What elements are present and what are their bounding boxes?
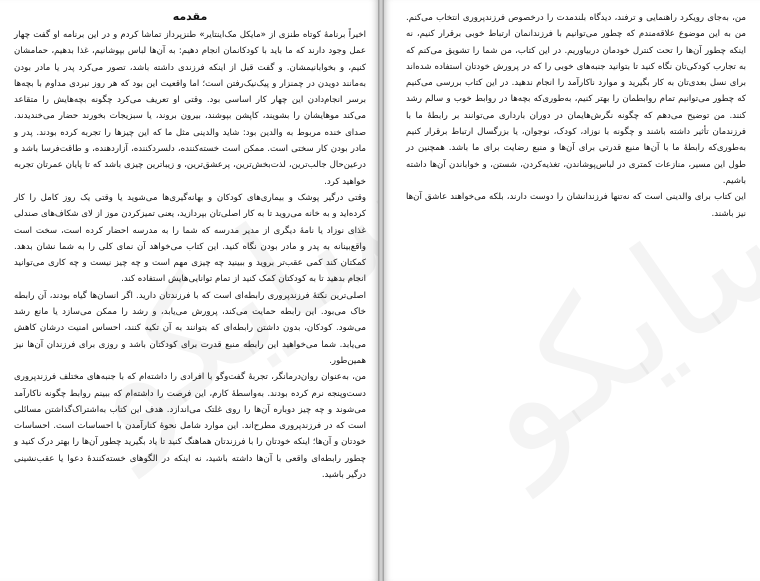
paragraph: من، به‌عنوان روان‌درمانگر، تجربهٔ گفت‌وگو با افرادی را داشته‌ام که با جنبه‌های مختلف فرزندپروری دست‌وپنجه نرم کرده بودند. به‌واسطهٔ کارم، این فرصت را داشته‌ام که ببینم روابط چگونه ناکارآمد می‌شوند و چه چیز دوباره آن‌ها را روی غلتک می‌اندازد. هدف این کتاب به‌اشتراک‌گذاشتن مسائلی است که در فرزندپروری مطرح‌اند. این موارد شامل نحوهٔ کنارآمدن با احساسات است. احساسات خودتان و آن‌ها؛ اینکه خودتان را با فرزندتان هماهنگ کنید تا یاد بگیرید چطور آن‌ها را بهتر درک کنید و چطور رابطه‌ای واقعی با آن‌ها داشته باشید، نه اینکه در الگوهای خسته‌کنندهٔ دعوا یا عقب‌نشینی درگیر باشید. xyxy=(14,372,366,481)
paragraph: اخیراً برنامهٔ کوتاه طنزی از «مایکل مک‌اینتایر» طنزپرداز تماشا کردم و در این برنامه او گفت چهار عمل وجود دارند که ما باید با کودکانمان انجام دهیم: به آن‌ها لباس بپوشانیم، غذا بدهیم، حمامشان کنیم، و بخوابانیمشان. و گفت قبل از اینکه فرزندی داشته باشد، تصور می‌کرد پدر یا مادر بودن به‌مانند دویدن در چمنزار و پیک‌نیک‌رفتن است؛ اما واقعیت این بود که هر روز نبردی مداوم با بچه‌ها برسر انجام‌دادن این چهار کار اساسی بود. وقتی او تعریف می‌کرد چگونه بچه‌هایش را متقاعد می‌کند موهایشان را بشویند، کاپشن بپوشند، بیرون بروند، یا سبزیجات بخورند حضار می‌خندیدند. صدای خنده مربوط به والدین بود: شاید والدینی مثل ما که این چیزها را تجربه کرده بودند. پدر و مادر بودن کار سختی است. ممکن است خسته‌کننده، دلسردکننده، آزاردهنده، و طاقت‌فرسا باشد و درعین‌حال جالب‌ترین، لذت‌بخش‌ترین، پرعشق‌ترین، و زیباترین چیزی باشد که تا پایان عمرتان تجربه خواهید کرد. xyxy=(14,30,366,187)
paragraph: این کتاب برای والدینی است که نه‌تنها فرزندانشان را دوست دارند، بلکه می‌خواهند عاشق آن‌ها نیز باشند. xyxy=(406,192,746,219)
paragraph: وقتی درگیر پوشک و بیماری‌های کودکان و بهانه‌گیری‌ها می‌شوید یا وقتی یک روز کامل را کار کرده‌اید و به خانه می‌روید تا به کار اصلی‌تان بپردازید، یعنی تمیزکردن موز از لای شکاف‌های صندلی غذای نوزاد یا نامهٔ دیگری از مدیر مدرسه که شما را به مدرسه احضار کرده است، سخت است واقع‌بینانه به پدر و مادر بودن نگاه کنید. این کتاب می‌خواهد آن نمای کلی را به شما نشان بدهد. کمکتان کند کمی عقب‌تر بروید و ببینید چه چیزی مهم است و چه چیز نیست و چه کاری می‌توانید انجام بدهید تا به کودکتان کمک کنید از تمام توانایی‌هایش استفاده کند. xyxy=(14,192,366,285)
left-page-body xyxy=(14,27,366,483)
paragraph: من، به‌جای رویکرد راهنمایی و ترفند، دیدگاه بلندمدت را درخصوص فرزندپروری انتخاب می‌کنم. من به این موضوع علاقه‌مندم که چطور می‌توانیم با فرزندانمان ارتباط خوبی برقرار کنیم، نه اینکه چطور آن‌ها را تحت کنترل خودمان دربیاوریم. در این کتاب، من شما را تشویق می‌کنم که به تجارب کودکی‌تان نگاه کنید تا بتوانید جنبه‌های خوبی را که در پرورش خودتان استفاده شده‌اند برای نسل بعدی‌تان به کار بگیرید و موارد ناکارآمد را انجام ندهید. در این کتاب بررسی می‌کنیم که چطور می‌توانیم تمام روابطمان را بهتر کنیم، به‌طوری‌که بچه‌ها در روابط خوب و سالم رشد کنند. من توضیح می‌دهم که چگونه نگرش‌هایمان در دوران بارداری می‌توانند بر رابطهٔ ما با فرزندمان تأثیر داشته باشند و چگونه با نوزاد، کودک، نوجوان، یا بزرگسال ارتباط برقرار کنیم به‌طوری‌که رابطهٔ ما با آن‌ها منبع قدرتی برای آن‌ها و منبع رضایت برای ما باشد. همچنین در طول این مسیر، منازعات کمتری در لباس‌پوشاندن، تغذیه‌کردن، شستن، و خواباندن آن‌ها داشته باشیم. xyxy=(406,13,746,186)
right-page-body xyxy=(406,10,746,222)
left-page xyxy=(0,0,378,581)
right-page xyxy=(384,0,760,581)
page-title: مقدمه xyxy=(172,10,208,23)
paragraph: اصلی‌ترین نکتهٔ فرزندپروری رابطه‌ای است که با فرزندتان دارید. اگر انسان‌ها گیاه بودند، آن رابطه خاک می‌بود. این رابطه حمایت می‌کند، پرورش می‌یابد، و رشد را ممکن می‌سازد یا مانع رشد می‌شود. کودکان، بدون داشتن رابطه‌ای که بتوانند به آن تکیه کنند، احساس امنیت درشان کاهش می‌یابد. شما می‌خواهید این رابطه منبع قدرت برای کودکتان باشد و روزی برای فرزندان آن‌ها نیز همین‌طور. xyxy=(14,290,366,366)
